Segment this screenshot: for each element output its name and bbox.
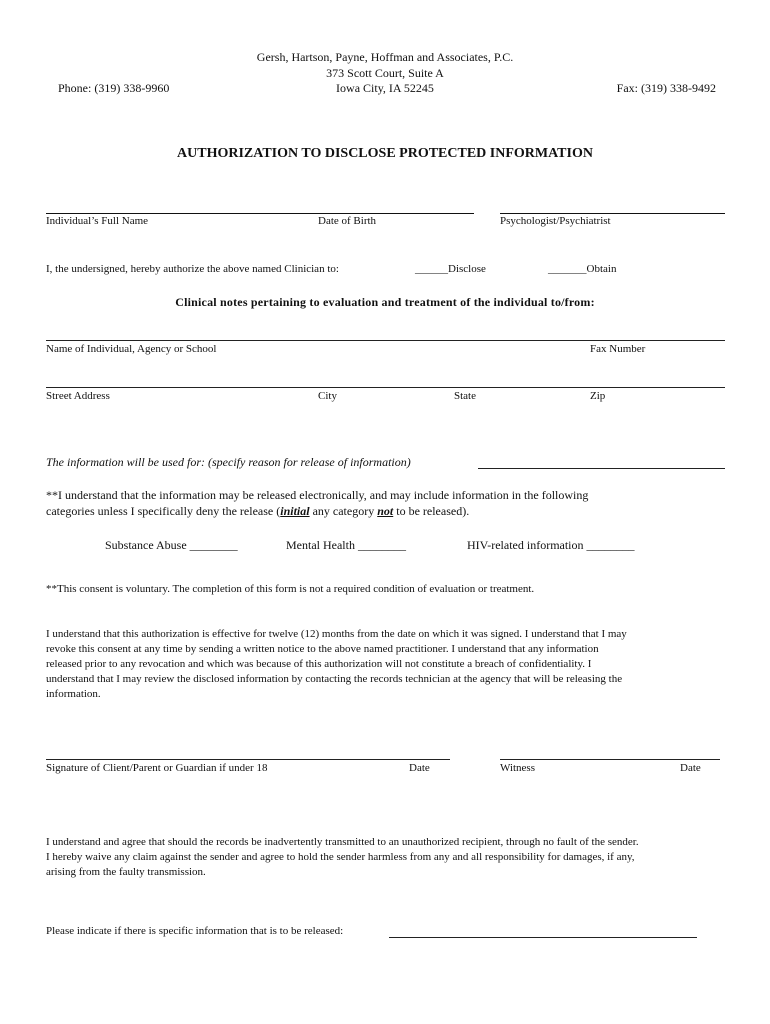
specific-info-line[interactable] [389, 937, 697, 938]
signature-label: Signature of Client/Parent or Guardian if under 18 [46, 762, 268, 774]
electronic-line-2 [46, 504, 469, 519]
full-name-label: Individual’s Full Name [46, 215, 149, 227]
waiver-line-3: arising from the faulty transmission. [46, 866, 206, 878]
purpose-text: The information will be used for: (specify reason for release of information) [46, 455, 411, 469]
signature-date-label: Date [409, 762, 430, 774]
mental-health-field[interactable]: Mental Health ________ [286, 538, 406, 552]
effective-line-5: information. [46, 688, 101, 700]
disclose-option[interactable]: ______Disclose [415, 263, 486, 275]
clinician-label: Psychologist/Psychiatrist [500, 215, 611, 227]
name-dob-line[interactable] [46, 213, 474, 214]
firm-street: 373 Scott Court, Suite A [326, 66, 444, 80]
form-title: AUTHORIZATION TO DISCLOSE PROTECTED INFORMATION [177, 146, 593, 161]
electronic-mid: any category [309, 504, 378, 518]
street-address-label: Street Address [46, 390, 110, 402]
substance-abuse-field[interactable]: Substance Abuse ________ [105, 538, 238, 552]
effective-line-1: I understand that this authorization is effective for twelve (12) months from the date on which it was signed. I understand that I may [46, 628, 627, 640]
recipient-line[interactable] [46, 340, 725, 341]
purpose-line[interactable] [478, 468, 725, 469]
firm-fax: Fax: (319) 338-9492 [616, 81, 716, 95]
address-line[interactable] [46, 387, 725, 388]
hiv-information-field[interactable]: HIV-related information ________ [467, 538, 635, 552]
specific-info-text: Please indicate if there is specific information that is to be released: [46, 925, 344, 937]
electronic-post: to be released). [393, 504, 470, 518]
clinician-line[interactable] [500, 213, 725, 214]
not-word: not [377, 504, 394, 518]
voluntary-note: **This consent is voluntary. The completion of this form is not a required condition of evaluation or treatment. [46, 583, 535, 595]
authorize-text: I, the undersigned, hereby authorize the above named Clinician to: [46, 263, 339, 275]
state-label: State [454, 390, 476, 402]
fax-number-label: Fax Number [590, 343, 646, 355]
witness-line[interactable] [500, 759, 720, 760]
city-label: City [318, 390, 337, 402]
effective-line-2: revoke this consent at any time by sending a written notice to the above named practitioner. I understand that any information [46, 643, 599, 655]
witness-label: Witness [500, 762, 535, 774]
recipient-name-label: Name of Individual, Agency or School [46, 343, 217, 355]
waiver-line-2: I hereby waive any claim against the sender and agree to hold the sender harmless from any and all responsibility for damages, if any, [46, 851, 635, 863]
initial-word: initial [280, 504, 310, 518]
signature-line[interactable] [46, 759, 450, 760]
clinical-heading: Clinical notes pertaining to evaluation and treatment of the individual to/from: [175, 295, 595, 309]
zip-label: Zip [590, 390, 606, 402]
firm-phone: Phone: (319) 338-9960 [58, 81, 170, 95]
dob-label: Date of Birth [318, 215, 377, 227]
electronic-line-1: **I understand that the information may be released electronically, and may include information in the following [46, 488, 589, 502]
firm-name: Gersh, Hartson, Payne, Hoffman and Associates, P.C. [256, 50, 514, 64]
effective-line-4: understand that I may review the disclosed information by contacting the records technician at the agency that will be releasing the [46, 673, 623, 685]
firm-city: Iowa City, IA 52245 [336, 81, 434, 95]
electronic-pre: categories unless I specifically deny the release ( [46, 504, 281, 518]
obtain-option[interactable]: _______Obtain [548, 263, 617, 275]
witness-date-label: Date [680, 762, 701, 774]
effective-line-3: released prior to any revocation and which was because of this authorization will not constitute a breach of confidentiality. I [46, 658, 592, 670]
waiver-line-1: I understand and agree that should the records be inadvertently transmitted to an unauthorized recipient, through no fault of the sender. [46, 836, 639, 848]
